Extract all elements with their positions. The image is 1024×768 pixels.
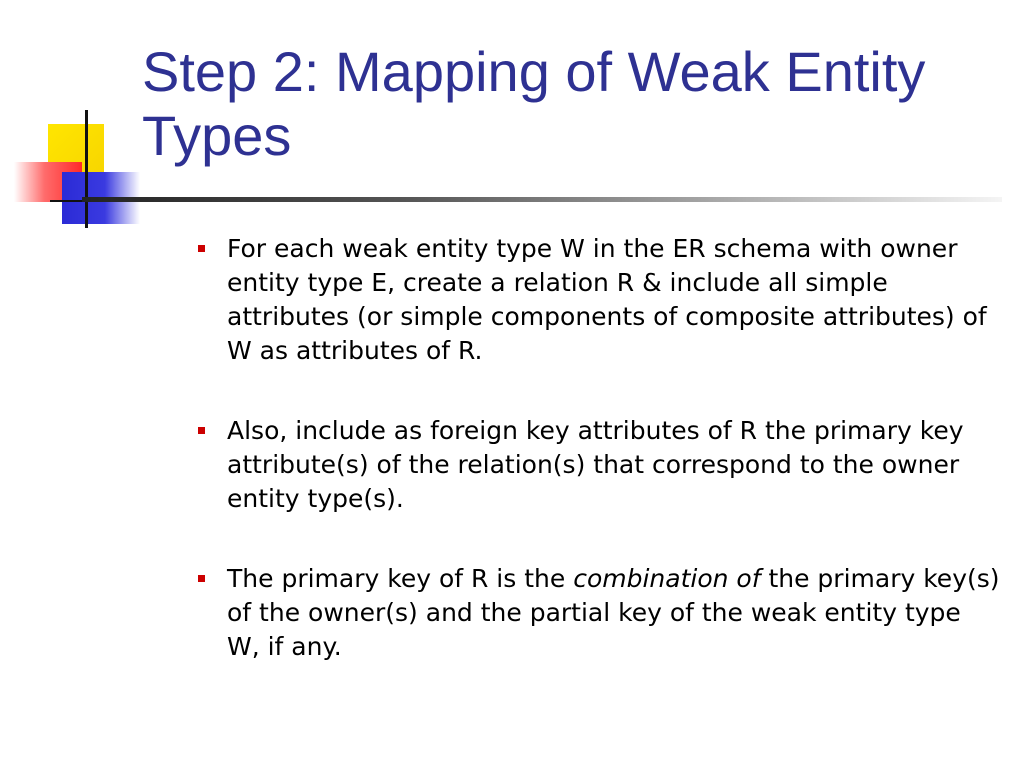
red-square-bullet-icon <box>198 245 205 252</box>
bullet-list <box>190 232 1000 710</box>
title-underline-rule <box>82 197 1002 202</box>
bullet-text-before: The primary key of R is the <box>227 564 574 593</box>
red-square-bullet-icon <box>198 427 205 434</box>
bullet-text-after: the primary key(s) of the owner(s) and the partial key of the weak entity type W, if any. <box>227 564 1000 661</box>
bullet-item-1 <box>190 232 1000 368</box>
bullet-item-3 <box>190 562 1000 664</box>
slide-title: Step 2: Mapping of Weak Entity Types <box>142 40 926 167</box>
vertical-line-icon <box>85 110 88 228</box>
bullet-text-emphasis: combination of <box>573 564 761 593</box>
bullet-text: For each weak entity type W in the ER schema with owner entity type E, create a relation R & include all simple attributes (or simple components of composite attributes) of W as attributes of R. <box>227 234 987 365</box>
bullet-text: Also, include as foreign key attributes of R the primary key attribute(s) of the relation(s) that correspond to the owner entity type(s). <box>227 416 964 513</box>
bullet-item-2 <box>190 414 1000 516</box>
red-square-bullet-icon <box>198 575 205 582</box>
